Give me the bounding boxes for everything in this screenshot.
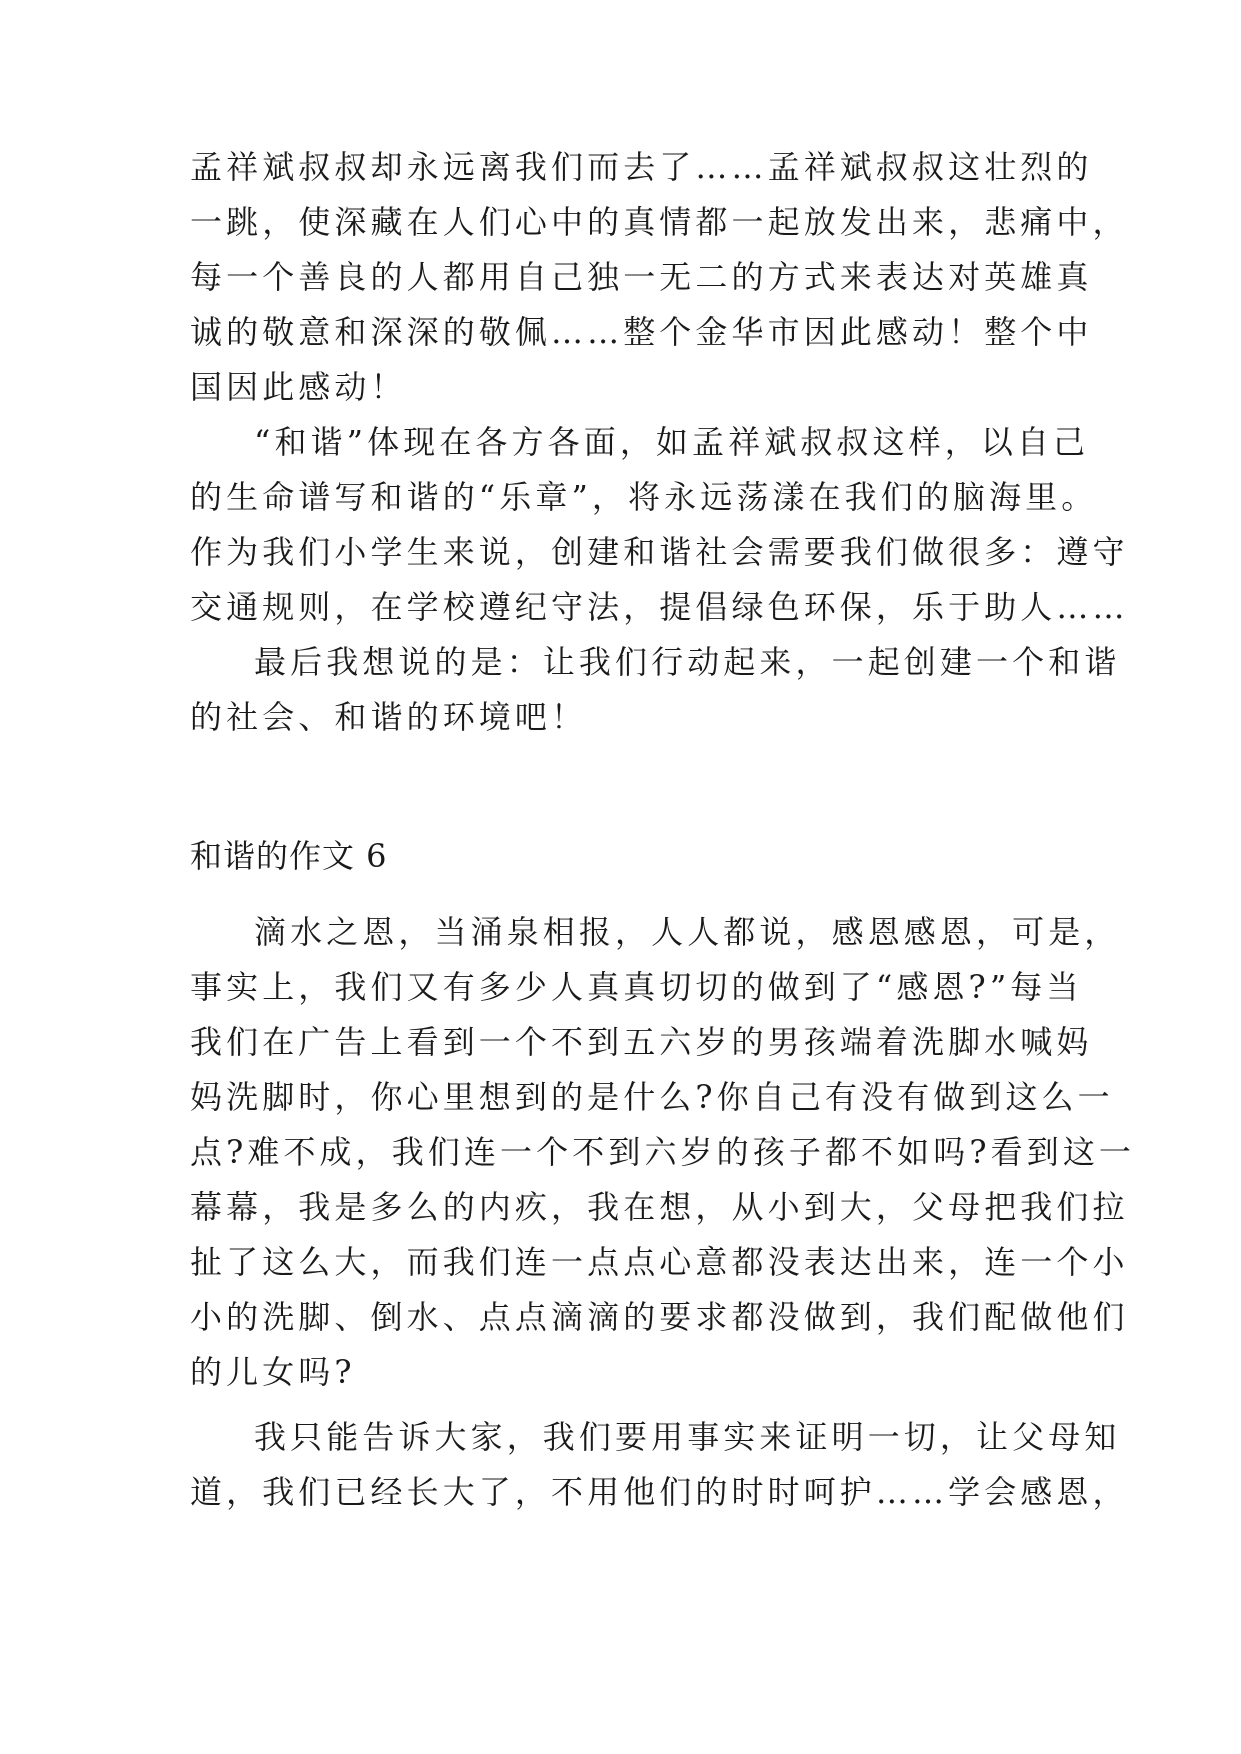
essay-paragraph-1-line-2: 事实上，我们又有多少人真真切切的做到了“感恩?”每当 (190, 968, 1083, 1006)
essay-paragraph-2-line-1: 我只能告诉大家，我们要用事实来证明一切，让父母知 (254, 1418, 1121, 1456)
paragraph-1-line-3: 每一个善良的人都用自己独一无二的方式来表达对英雄真 (190, 258, 1093, 296)
paragraph-3-line-1: 最后我想说的是：让我们行动起来，一起创建一个和谐 (254, 643, 1121, 681)
paragraph-1-line-1: 孟祥斌叔叔却永远离我们而去了……孟祥斌叔叔这壮烈的 (190, 148, 1093, 186)
essay-paragraph-1-line-5: 点?难不成，我们连一个不到六岁的孩子都不如吗?看到这一 (190, 1133, 1136, 1171)
paragraph-1-line-4: 诚的敬意和深深的敬佩……整个金华市因此感动！整个中 (190, 313, 1093, 351)
essay-paragraph-1-line-4: 妈洗脚时，你心里想到的是什么?你自己有没有做到这么一 (190, 1078, 1114, 1116)
paragraph-2-line-1: “和谐”体现在各方各面，如孟祥斌叔叔这样，以自己 (254, 423, 1090, 461)
essay-paragraph-1-line-9: 的儿女吗? (190, 1353, 356, 1391)
paragraph-2-line-4: 交通规则，在学校遵纪守法，提倡绿色环保，乐于助人…… (190, 588, 1129, 626)
essay-title: 和谐的作文 6 (190, 837, 388, 875)
essay-paragraph-1-line-8: 小的洗脚、倒水、点点滴滴的要求都没做到，我们配做他们 (190, 1298, 1129, 1336)
essay-paragraph-1-line-6: 幕幕，我是多么的内疚，我在想，从小到大，父母把我们拉 (190, 1188, 1129, 1226)
paragraph-1-line-5: 国因此感动！ (190, 368, 407, 406)
essay-paragraph-1-line-3: 我们在广告上看到一个不到五六岁的男孩端着洗脚水喊妈 (190, 1023, 1093, 1061)
paragraph-2-line-2: 的生命谱写和谐的“乐章”，将永远荡漾在我们的脑海里。 (190, 478, 1098, 516)
paragraph-3-line-2: 的社会、和谐的环境吧！ (190, 698, 588, 736)
essay-paragraph-1-line-1: 滴水之恩，当涌泉相报，人人都说，感恩感恩，可是， (254, 913, 1121, 951)
essay-paragraph-2-line-2: 道，我们已经长大了，不用他们的时时呵护……学会感恩， (190, 1473, 1129, 1511)
paragraph-2-line-3: 作为我们小学生来说，创建和谐社会需要我们做很多：遵守 (190, 533, 1129, 571)
essay-paragraph-1-line-7: 扯了这么大，而我们连一点点心意都没表达出来，连一个小 (190, 1243, 1129, 1281)
paragraph-1-line-2: 一跳，使深藏在人们心中的真情都一起放发出来，悲痛中， (190, 203, 1129, 241)
